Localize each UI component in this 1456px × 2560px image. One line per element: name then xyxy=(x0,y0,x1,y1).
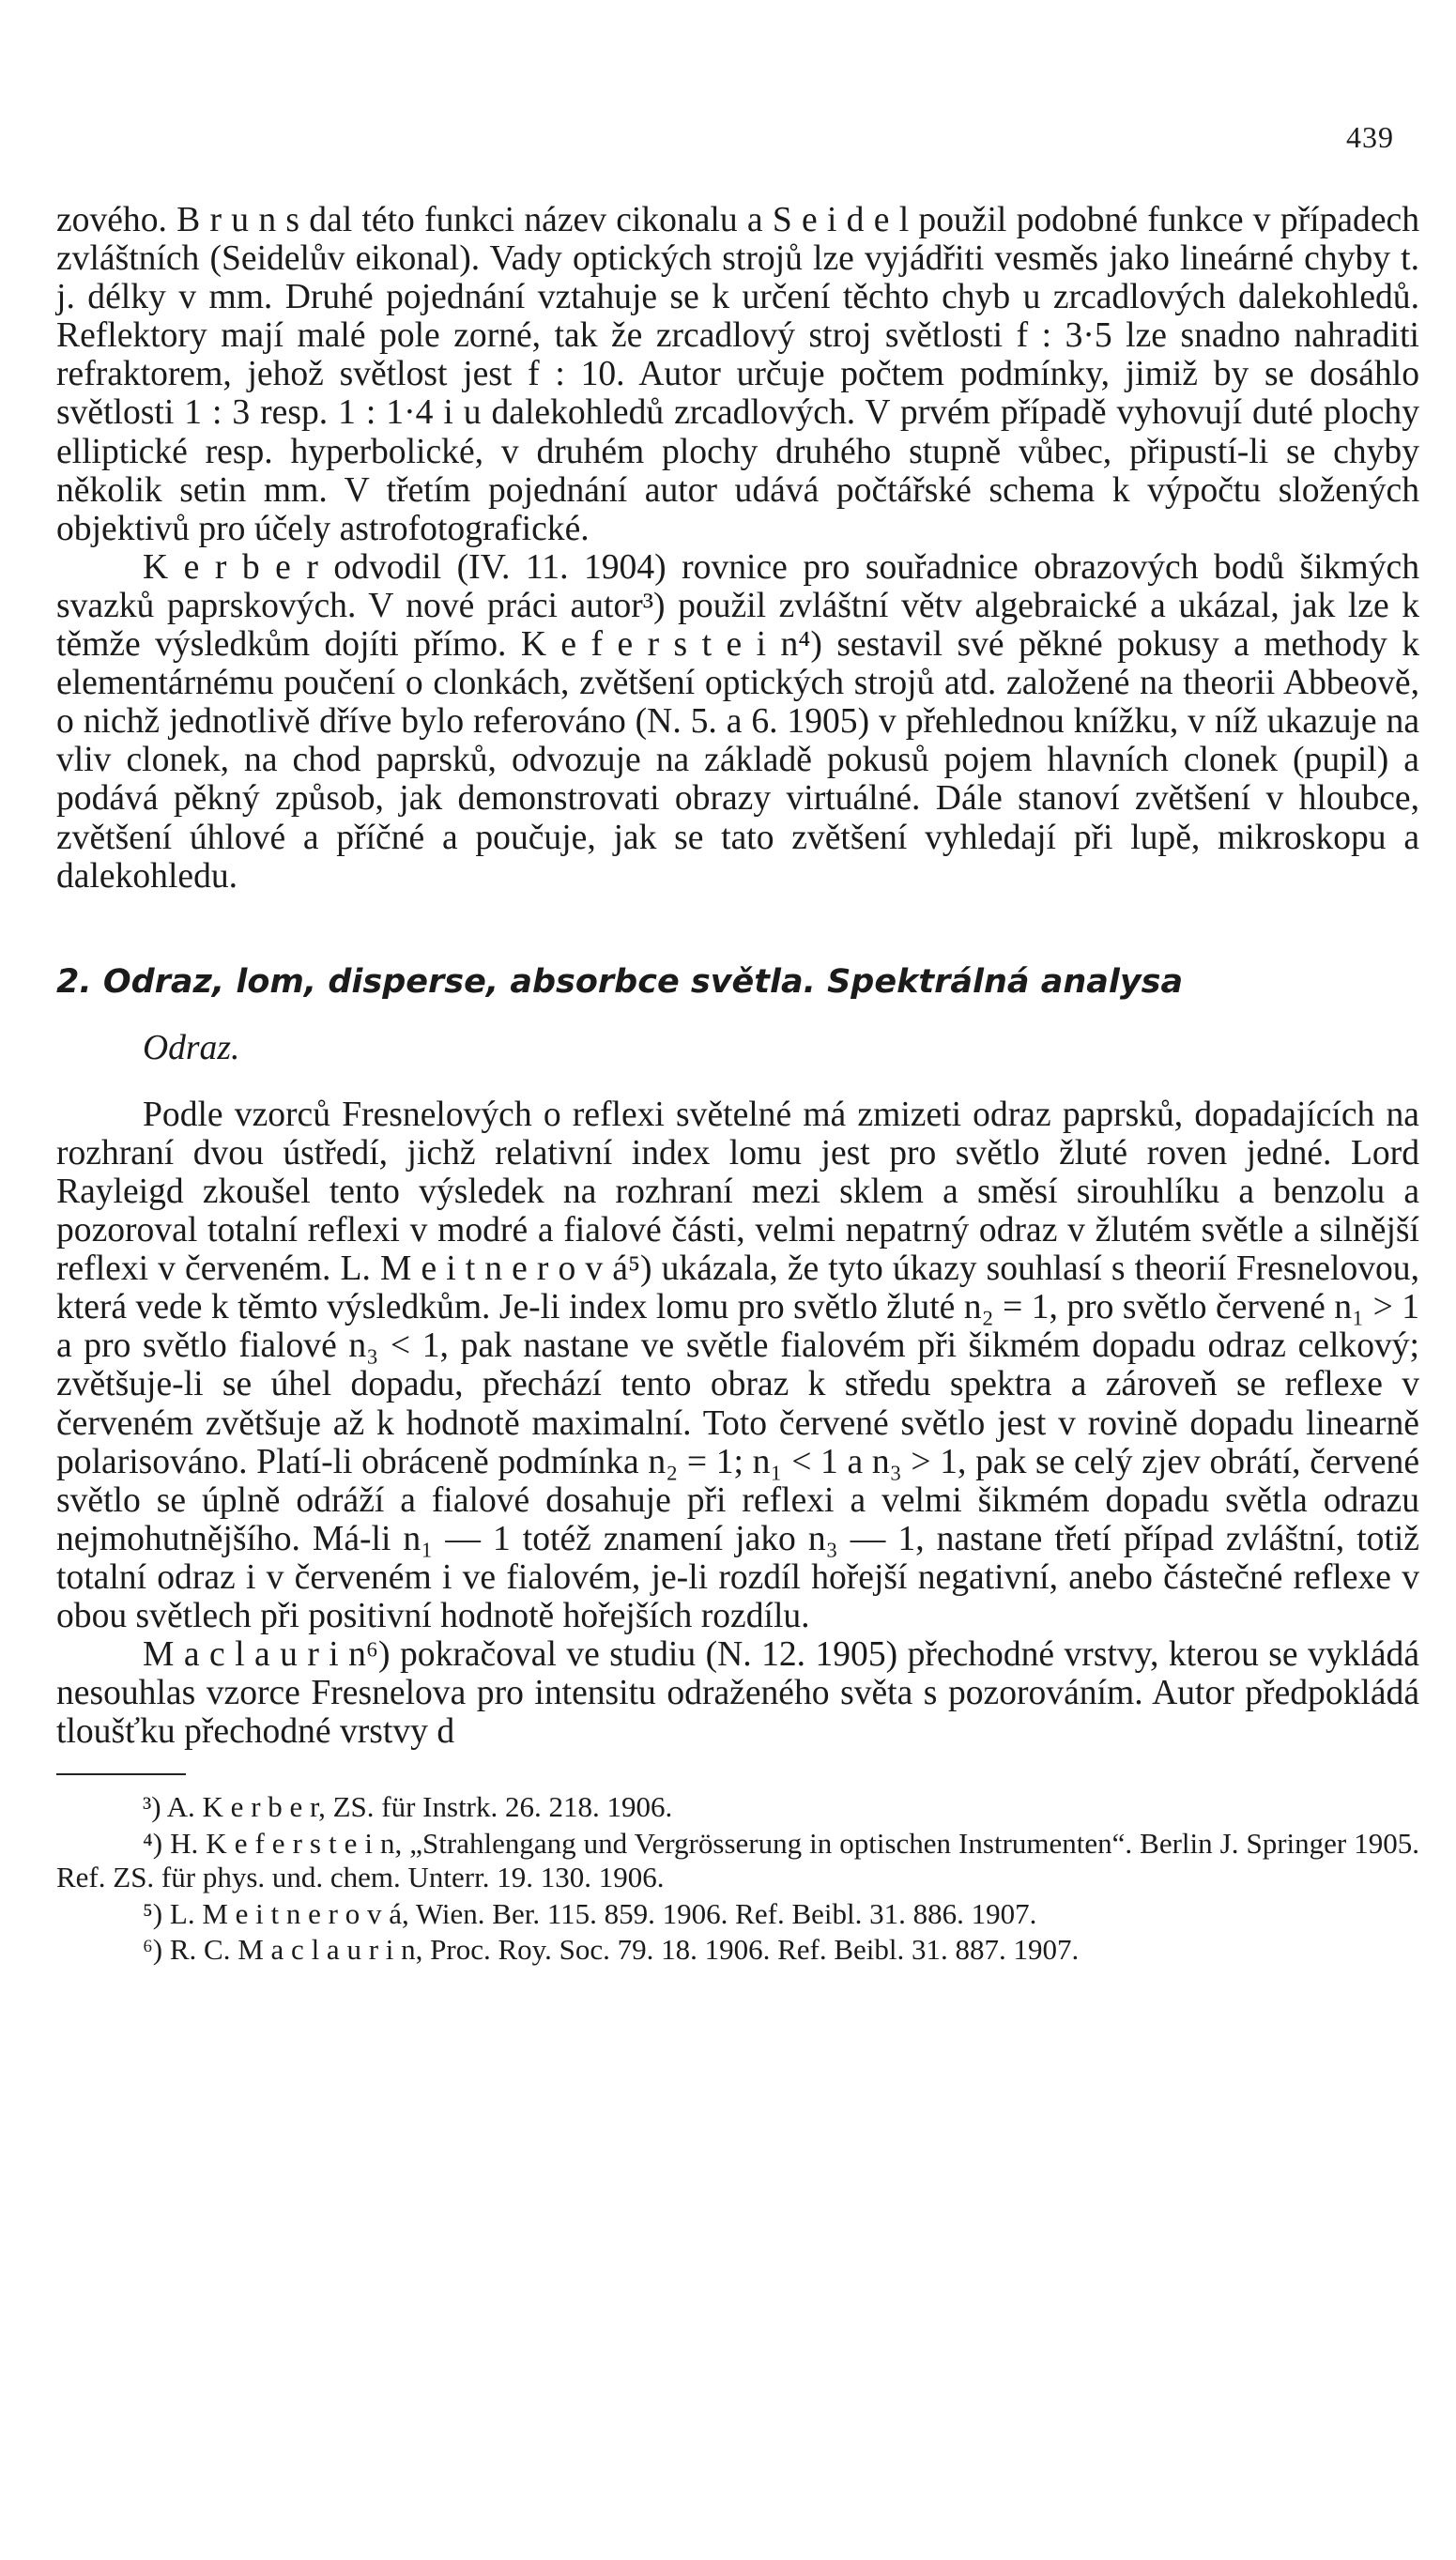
footnote: ³) A. K e r b e r, ZS. für Instrk. 26. 218. 1906. xyxy=(143,1790,673,1824)
page-number: 439 xyxy=(1346,120,1394,154)
footnote-divider xyxy=(56,1773,186,1775)
footnote: ⁵) L. M e i t n e r o v á, Wien. Ber. 115. 859. 1906. Ref. Beibl. 31. 886. 1907. xyxy=(143,1896,1037,1930)
paragraph: Podle vzorců Fresnelových o reflexi světelné má zmizeti odraz paprsků, dopadajících na rozhraní dvou ústředí, jichž relativní index lomu jest pro světlo žluté roven jedné. Lord Rayleigd zkoušel tento výsledek na rozhraní mezi sklem a směsí sirouhlíku a benzolu a pozoroval totalní reflexi v modré a fialové části, velmi nepatrný odraz v žlutém světle a silnější reflexi v červeném. L. M e i t n e r o v á⁵) ukázala, že tyto úkazy souhlasí s theorií Fresnelovou, která vede k těmto výsledkům. Je-li index lomu pro světlo žluté n₂ = 1, pro světlo červené n₁ > 1 a pro světlo fialové n₃ < 1, pak nastane ve světle fialovém při šikmém dopadu odraz celkový; zvětšuje-li se úhel dopadu, přechází tento obraz k středu spektra a zároveň se reflexe v červeném zvětšuje až k hodnotě maximalní. Toto červené světlo jest v rovině dopadu linearně polarisováno. Platí-li obráceně podmínka n₂ = 1; n₁ < 1 a n₃ > 1, pak se celý zjev obrátí, červené světlo se úplně odráží a fialové dosahuje při reflexi a velmi šikmém dopadu světla odrazu nejmohutnějšího. Má-li n₁ — 1 totéž znamení jako n₃ — 1, nastane třetí případ zvláštní, totiž totalní odraz i v červeném i ve fialovém, je-li rozdíl hořejší negativní, anebo částečné reflexe v obou světlech při positivní hodnotě hořejších rozdílu. xyxy=(56,1095,1419,1635)
paragraph: K e r b e r odvodil (IV. 11. 1904) rovnice pro souřadnice obrazových bodů šikmých svazků paprskových. V nové práci autor³) použil zvláštní větv algebraické a ukázal, jak lze k těmže výsledkům dojíti přímo. K e f e r s t e i n⁴) sestavil své pěkné pokusy a methody k elementárnému poučení o clonkách, zvětšení optických strojů atd. založené na theorii Abbeově, o nichž jednotlivě dříve bylo referováno (N. 5. a 6. 1905) v přehlednou knížku, v níž ukazuje na vliv clonek, na chod paprsků, odvozuje na základě pokusů pojem hlavních clonek (pupil) a podává pěkný způsob, jak demonstrovati obrazy virtuálné. Dále stanoví zvětšení v hloubce, zvětšení úhlové a příčné a poučuje, jak se tato zvětšení vyhledají při lupě, mikroskopu a dalekohledu. xyxy=(56,547,1419,896)
footnote: ⁴) H. K e f e r s t e i n, „Strahlengang und Vergrösserung in optischen Instrumenten“. Berlin J. Springer 1905. Ref. ZS. für phys. und. chem. Unterr. 19. 130. 1906. xyxy=(56,1826,1419,1894)
text-body xyxy=(56,201,1419,1969)
paragraph: M a c l a u r i n⁶) pokračoval ve studiu (N. 12. 1905) přechodné vrstvy, kterou se vykládá nesouhlas vzorce Fresnelova pro intensitu odraženého světa s pozorováním. Autor předpokládá tloušťku přechodné vrstvy d xyxy=(56,1635,1419,1752)
section-heading: 2. Odraz, lom, disperse, absorbce světla. Spektrálná analysa xyxy=(56,962,1184,1001)
subheading: Odraz. xyxy=(143,1028,240,1067)
footnotes xyxy=(56,1790,1419,1967)
paragraph: zového. B r u n s dal této funkci název cikonalu a S e i d e l použil podobné funkce v případech zvláštních (Seidelův eikonal). Vady optických strojů lze vyjádřiti vesměs jako lineárné chyby t. j. délky v mm. Druhé pojednání vztahuje se k určení těchto chyb u zrcadlových dalekohledů. Reflektory mají malé pole zorné, tak že zrcadlový stroj světlosti f : 3·5 lze snadno nahraditi refraktorem, jehož světlost jest f : 10. Autor určuje počtem podmínky, jimiž by se dosáhlo světlosti 1 : 3 resp. 1 : 1·4 i u dalekohledů zrcadlových. V prvém případě vyhovují duté plochy elliptické resp. hyperbolické, v druhém plochy druhého stupně vůbec, připustí-li se chyby několik setin mm. V třetím pojednání autor udává počtářské schema k výpočtu složených objektivů pro účely astrofotografické. xyxy=(56,201,1419,548)
footnote: ⁶) R. C. M a c l a u r i n, Proc. Roy. Soc. 79. 18. 1906. Ref. Beibl. 31. 887. 1907. xyxy=(143,1933,1080,1966)
